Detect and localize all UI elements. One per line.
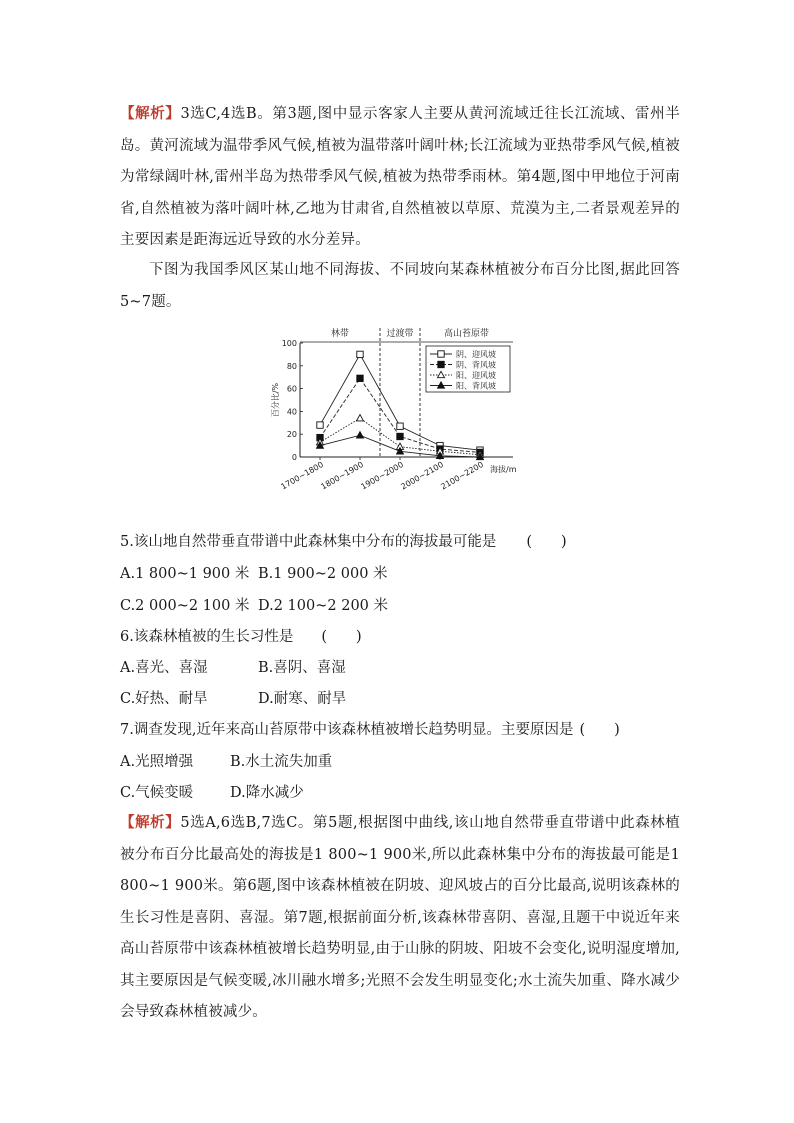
q5-stem: 5.该山地自然带垂直带谱中此森林集中分布的海拔最可能是	[120, 534, 497, 550]
q5-paren: ( )	[526, 534, 567, 550]
data-point	[357, 432, 364, 438]
q6-option-b: B.喜阴、喜湿	[258, 660, 346, 676]
forest-distribution-chart	[268, 322, 538, 494]
x-tick-label: 1700~1800	[279, 459, 325, 492]
band-label: 林带	[330, 329, 350, 339]
analysis-5-7	[120, 807, 680, 1029]
q7-option-a: A.光照增强	[120, 754, 194, 770]
legend-marker	[438, 361, 444, 367]
analysis-tag: 【解析】	[120, 105, 181, 122]
data-point	[357, 375, 363, 381]
q6-paren: ( )	[321, 629, 362, 645]
analysis-tag: 【解析】	[120, 814, 181, 831]
x-axis	[279, 457, 516, 491]
legend-label: 阴、迎风坡	[456, 350, 496, 359]
q6-option-c: C.好热、耐旱	[120, 691, 208, 707]
q5-option-b: B.1 900~2 000 米	[258, 566, 388, 582]
y-tick-label: 80	[286, 361, 297, 371]
analysis-text: 5选A,6选B,7选C。第5题,根据图中曲线,该山地自然带垂直带谱中此森林植被分布百分比最高处的海拔是1 800~1 900米,所以此森林集中分布的海拔最可能是1 800~1 900米。第6题,图中该森林植被在阴坡、迎风坡占的百分比最高,说明该森林的生长习性是喜阴、喜湿。第7题,根据前面分析,该森林带喜阴、喜湿,且题干中说近年来高山苔原带中该森林植被增长趋势明显,由于山脉的阴坡、阳坡不会变化,说明湿度增加,其主要原因是气候变暖,冰川融水增多;光照不会发生明显变化;水土流失加重、降水减少会导致森林植被减少。	[120, 815, 680, 1020]
x-tick-label: 1800~1900	[319, 459, 365, 492]
y-axis	[270, 339, 303, 462]
data-point	[397, 423, 403, 429]
data-point	[397, 433, 403, 439]
legend	[426, 346, 510, 392]
y-tick-label: 0	[291, 453, 297, 462]
data-point	[357, 351, 363, 357]
legend-label: 阳、背风坡	[456, 381, 496, 391]
q5-option-a: A.1 800~1 900 米	[120, 566, 250, 582]
band-label: 高山苔原带	[443, 329, 490, 339]
legend-label: 阳、迎风坡	[456, 371, 496, 380]
q6-stem: 6.该森林植被的生长习性是	[120, 629, 294, 645]
data-point	[317, 422, 323, 428]
y-tick-label: 40	[286, 407, 297, 417]
q6-option-d: D.耐寒、耐旱	[258, 691, 347, 707]
analysis-text: 3选C,4选B。第3题,图中显示客家人主要从黄河流域迁往长江流域、雷州半岛。黄河流域为温带季风气候,植被为温带落叶阔叶林;长江流域为亚热带季风气候,植被为常绿阔叶林,雷州半岛为热带季风气候,植被为热带季雨林。第4题,图中甲地位于河南省,自然植被为落叶阔叶林,乙地为甘肃省,自然植被以草原、荒漠为主,二者景观差异的主要因素是距海远近导致的水分差异。	[120, 106, 680, 248]
q7-stem: 7.调查发现,近年来高山苔原带中该森林植被增长趋势明显。主要原因是	[120, 722, 574, 738]
q6-option-a: A.喜光、喜湿	[120, 660, 208, 676]
y-tick-label: 20	[286, 430, 297, 440]
legend-label: 阴、背风坡	[456, 360, 496, 370]
q7-option-d: D.降水减少	[230, 785, 304, 801]
chart-intro: 下图为我国季风区某山地不同海拔、不同坡向某森林植被分布百分比图,据此回答5~7题。	[120, 262, 680, 310]
y-axis-label: 百分比/%	[271, 382, 280, 418]
q5-option-d: D.2 100~2 200 米	[258, 598, 388, 614]
x-tick-label: 2100~2200	[439, 459, 485, 492]
q7-option-b: B.水土流失加重	[230, 754, 333, 770]
question-5	[120, 530, 567, 551]
q7-option-c: C.气候变暖	[120, 785, 194, 801]
y-tick-label: 60	[286, 384, 297, 394]
x-tick-label: 2000~2100	[399, 459, 445, 492]
analysis-3-4	[120, 98, 680, 257]
band-label: 过渡带	[386, 329, 414, 339]
x-axis-label: 海拔/m	[490, 465, 517, 474]
q7-paren: ( )	[579, 722, 620, 738]
q5-option-c: C.2 000~2 100 米	[120, 598, 250, 614]
legend-marker	[438, 351, 444, 357]
data-point	[357, 415, 364, 421]
x-tick-label: 1900~2000	[359, 459, 405, 492]
y-tick-label: 100	[281, 339, 297, 348]
question-7	[120, 718, 620, 739]
question-6	[120, 625, 362, 646]
